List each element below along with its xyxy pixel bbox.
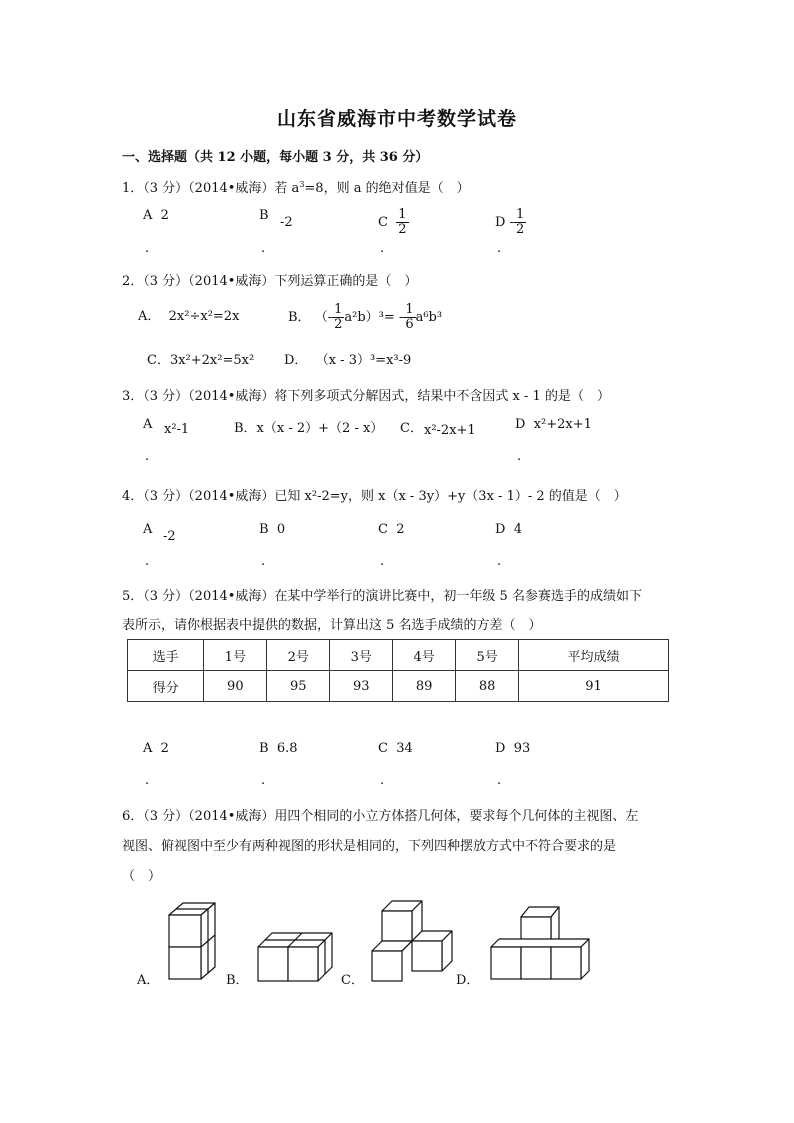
section-heading: 一、选择题（共 12 小题，每小题 3 分，共 36 分） bbox=[122, 150, 429, 165]
q6-option-d[interactable]: D． bbox=[456, 973, 480, 988]
q3-option-c[interactable]: C． bbox=[400, 421, 423, 436]
q4-dot-a: . bbox=[145, 554, 150, 569]
cube-figure-a bbox=[160, 895, 224, 987]
q6-option-a[interactable]: A． bbox=[137, 973, 160, 988]
q5-option-a[interactable]: A 2 bbox=[143, 741, 169, 756]
cube-figure-d bbox=[488, 900, 598, 986]
q6-option-c[interactable]: C． bbox=[341, 973, 364, 988]
q2-option-d[interactable]: D． （x - 3）³=x³-9 bbox=[284, 353, 412, 368]
q4-dot-b: . bbox=[261, 554, 266, 569]
q1-option-a[interactable]: A 2 bbox=[143, 208, 169, 223]
question-6-stem-line3: （ ） bbox=[122, 869, 162, 884]
q2-option-b[interactable]: B． （- $\frac{1}{2}$ a²b）³= - $\frac{1}{6}$ a⁶b³ bbox=[288, 302, 443, 332]
q4-option-b[interactable]: B 0 bbox=[259, 522, 286, 537]
question-5-stem-line2: 表所示，请你根据表中提供的数据，计算出这 5 名选手成绩的方差（ ） bbox=[122, 618, 542, 633]
q6-option-b[interactable]: B． bbox=[226, 973, 249, 988]
q3-dot-d: . bbox=[517, 449, 522, 464]
q5-dot-c: . bbox=[380, 773, 385, 788]
table-cell: 95 bbox=[267, 671, 330, 702]
q1-option-d[interactable]: D - $\frac{1}{2}$ bbox=[495, 207, 525, 237]
table-cell: 93 bbox=[330, 671, 393, 702]
table-cell: 90 bbox=[204, 671, 267, 702]
question-6-stem-line2: 视图、俯视图中至少有两种视图的形状是相同的，下列四种摆放方式中不符合要求的是 bbox=[122, 839, 617, 854]
q1-dot-d: . bbox=[497, 241, 502, 256]
table-header-row bbox=[128, 640, 669, 671]
q1-d-fraction: $\frac{1}{2}$ bbox=[515, 207, 525, 237]
q4-option-c[interactable]: C 2 bbox=[378, 522, 405, 537]
q1-c-fraction: $\frac{1}{2}$ bbox=[398, 207, 407, 237]
table-cell: 2号 bbox=[267, 640, 330, 671]
q1-dot-b: . bbox=[261, 241, 266, 256]
q3-option-c-value: x²-2x+1 bbox=[424, 423, 476, 438]
q1-option-c[interactable]: C $\frac{1}{2}$ bbox=[378, 207, 407, 237]
table-cell: 5号 bbox=[456, 640, 519, 671]
q2-option-a[interactable]: A． 2x²÷x²=2x bbox=[138, 309, 240, 324]
cube-figure-b bbox=[255, 925, 335, 985]
q4-option-a-value: -2 bbox=[163, 529, 176, 544]
q1-dot-a: . bbox=[145, 241, 150, 256]
q2-b-fraction-2: $\frac{1}{6}$ bbox=[405, 302, 414, 332]
q5-option-b[interactable]: B 6.8 bbox=[259, 741, 298, 756]
table-cell: 3号 bbox=[330, 640, 393, 671]
q1-option-b[interactable]: B bbox=[259, 208, 269, 223]
q1-dot-c: . bbox=[380, 241, 385, 256]
q1-option-b-value: -2 bbox=[280, 215, 293, 230]
q4-option-d[interactable]: D 4 bbox=[495, 522, 522, 537]
question-2-stem: 2．（3 分）（2014•威海）下列运算正确的是（ ） bbox=[122, 274, 418, 289]
question-6-stem-line1: 6．（3 分）（2014•威海）用四个相同的小立方体搭几何体，要求每个几何体的主视图、左 bbox=[122, 809, 639, 824]
cube-figure-c bbox=[368, 895, 458, 987]
q4-dot-c: . bbox=[380, 554, 385, 569]
q5-dot-b: . bbox=[261, 773, 266, 788]
question-3-stem: 3．（3 分）（2014•威海）将下列多项式分解因式，结果中不含因式 x - 1 的是（ ） bbox=[122, 389, 610, 404]
question-1-stem: 1．（3 分）（2014•威海）若 $a^3=8$，则 a 的绝对值是（ ） bbox=[122, 180, 470, 196]
q2-b-fraction-1: $\frac{1}{2}$ bbox=[334, 302, 343, 332]
q5-dot-d: . bbox=[497, 773, 502, 788]
q3-option-a[interactable]: A bbox=[143, 417, 153, 432]
table-cell: 1号 bbox=[204, 640, 267, 671]
table-cell: 4号 bbox=[393, 640, 456, 671]
q3-option-b[interactable]: B．x（x - 2）+（2 - x） bbox=[234, 421, 384, 436]
table-row bbox=[128, 671, 669, 702]
table-cell: 得分 bbox=[128, 671, 204, 702]
q2-option-c[interactable]: C．3x²+2x²=5x² bbox=[147, 353, 255, 368]
q5-option-d[interactable]: D 93 bbox=[495, 741, 531, 756]
table-cell: 89 bbox=[393, 671, 456, 702]
score-table bbox=[127, 639, 669, 702]
table-cell: 选手 bbox=[128, 640, 204, 671]
q3-option-a-value: x²-1 bbox=[164, 422, 190, 437]
q3-dot-a: . bbox=[145, 449, 150, 464]
q3-option-d[interactable]: D x²+2x+1 bbox=[515, 417, 592, 432]
table-cell: 平均成绩 bbox=[519, 640, 669, 671]
page-title: 山东省威海市中考数学试卷 bbox=[276, 108, 517, 130]
q4-dot-d: . bbox=[497, 554, 502, 569]
question-4-stem: 4．（3 分）（2014•威海）已知 x²-2=y，则 x（x - 3y）+y（3x - 1）- 2 的值是（ ） bbox=[122, 489, 627, 504]
question-5-stem-line1: 5．（3 分）（2014•威海）在某中学举行的演讲比赛中，初一年级 5 名参赛选手的成绩如下 bbox=[122, 589, 642, 604]
q5-dot-a: . bbox=[145, 773, 150, 788]
table-cell: 91 bbox=[519, 671, 669, 702]
q5-option-c[interactable]: C 34 bbox=[378, 741, 413, 756]
table-cell: 88 bbox=[456, 671, 519, 702]
q4-option-a[interactable]: A bbox=[143, 522, 153, 537]
